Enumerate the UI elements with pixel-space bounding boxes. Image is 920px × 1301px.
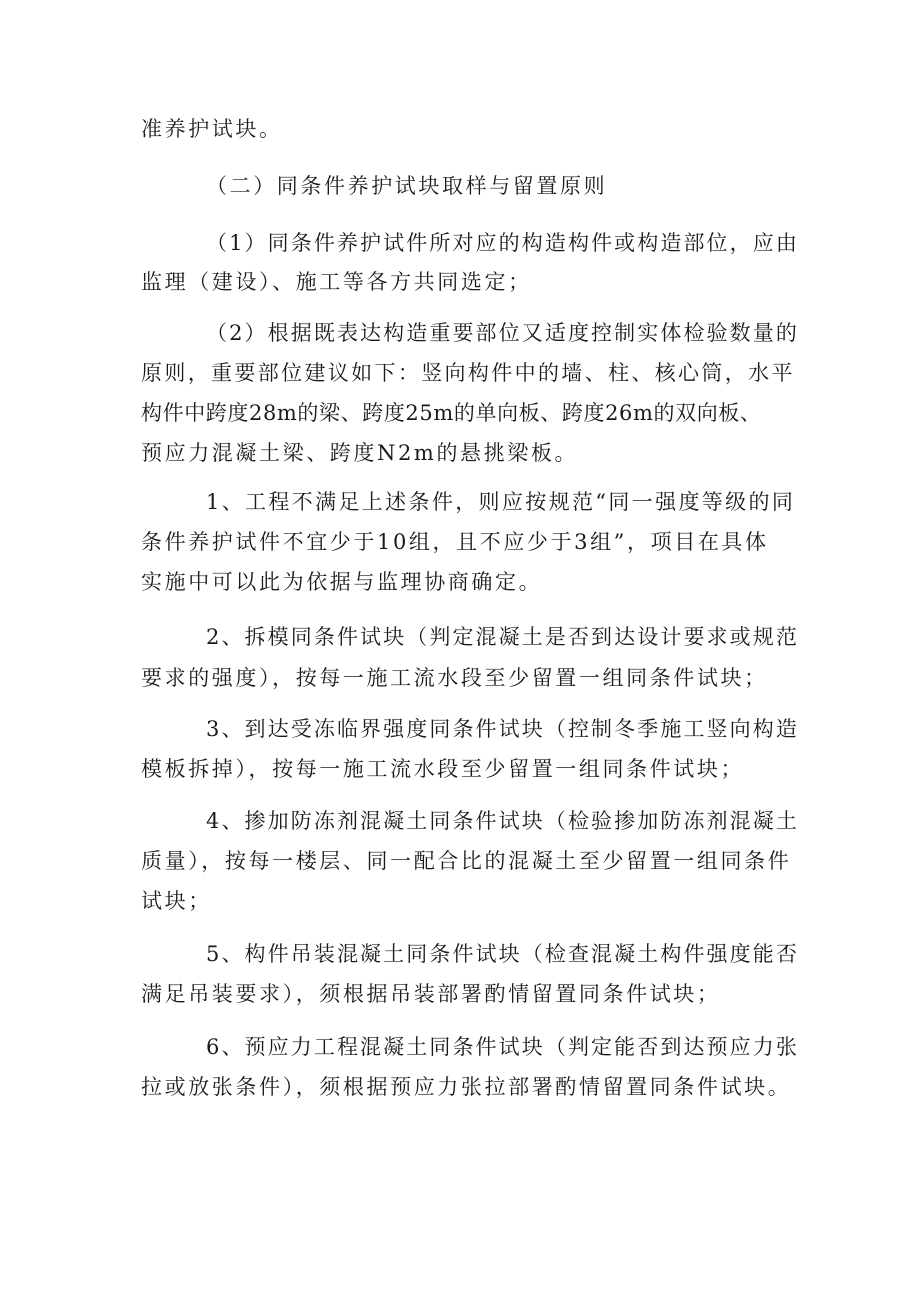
list-item-line: 3、到达受冻临界强度同条件试块（控制冬季施工竖向构造: [206, 717, 799, 741]
paragraph-line: 准养护试块。: [141, 117, 283, 141]
paragraph-line: 预应力混凝土梁、跨度N2m的悬挑梁板。: [141, 441, 579, 465]
list-item-line: 试块；: [141, 889, 212, 913]
paragraph-line: （2）根据既表达构造重要部位又适度控制实体检验数量的: [206, 321, 799, 345]
list-item-line: 满足吊装要求），须根据吊装部署酌情留置同条件试块；: [141, 982, 721, 1006]
list-item-line: 质量），按每一楼层、同一配合比的混凝土至少留置一组同条件: [141, 849, 792, 873]
list-item-line: 5、构件吊装混凝土同条件试块（检查混凝土构件强度能否: [206, 942, 799, 966]
list-item-line: 4、掺加防冻剂混凝土同条件试块（检验掺加防冻剂混凝土: [206, 809, 799, 833]
list-item-line: 6、预应力工程混凝土同条件试块（判定能否到达预应力张: [206, 1035, 799, 1059]
list-item-line: 模板拆掉），按每一施工流水段至少留置一组同条件试块；: [141, 757, 745, 781]
list-item-line: 拉或放张条件），须根据预应力张拉部署酌情留置同条件试块。: [141, 1075, 792, 1099]
list-item-line: 要求的强度），按每一施工流水段至少留置一组同条件试块；: [141, 666, 768, 690]
paragraph-line: 原则，重要部位建议如下：竖向构件中的墙、柱、核心筒，水平: [141, 361, 795, 385]
paragraph-line: （1）同条件养护试件所对应的构造构件或构造部位，应由: [206, 231, 799, 255]
list-item-line: 实施中可以此为依据与监理协商确定。: [141, 570, 543, 594]
paragraph-line: 构件中跨度28m的梁、跨度25m的单向板、跨度26m的双向板、: [141, 401, 762, 425]
list-item-line: 1、工程不满足上述条件，则应按规范“同一强度等级的同: [206, 490, 796, 514]
list-item-line: 条件养护试件不宜少于10组，且不应少于3组”，项目在具体: [141, 530, 769, 554]
section-heading: （二）同条件养护试块取样与留置原则: [206, 174, 608, 198]
paragraph-line: 监理（建设）、施工等各方共同选定；: [141, 270, 532, 294]
list-item-line: 2、拆模同条件试块（判定混凝土是否到达设计要求或规范: [206, 625, 799, 649]
